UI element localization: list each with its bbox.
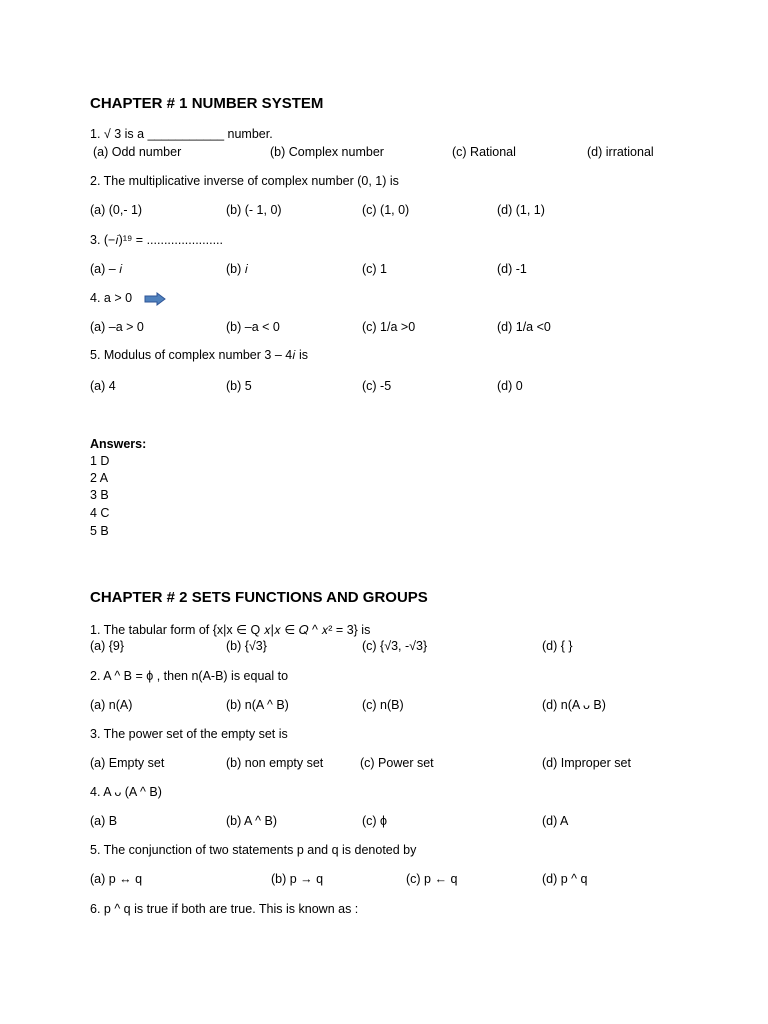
option-a: (a) Odd number — [93, 145, 182, 159]
option-d: (d) Improper set — [542, 756, 631, 770]
answer-item: 1 D — [90, 454, 110, 468]
option-a: (a) –a > 0 — [90, 320, 144, 334]
option-d: (d) 0 — [497, 379, 523, 393]
option-a: (a) (0,- 1) — [90, 203, 143, 217]
option-d: (d) 1/a <0 — [497, 320, 551, 334]
option-c: (c) {√3, -√3} — [362, 639, 428, 653]
question-1-5: 5. Modulus of complex number 3 – 4𝑖 is — [90, 348, 308, 362]
right-arrow-icon — [144, 292, 166, 306]
option-a: (a) n(A) — [90, 698, 133, 712]
answer-item: 4 C — [90, 506, 110, 520]
option-c: (c) n(B) — [362, 698, 404, 712]
option-d: (d) (1, 1) — [497, 203, 545, 217]
option-c: (c) 1/a >0 — [362, 320, 416, 334]
answer-item: 2 A — [90, 471, 109, 485]
question-1-1: 1. √ 3 is a ___________ number. — [90, 127, 273, 141]
option-d: (d) -1 — [497, 262, 527, 276]
option-b: (b) 5 — [226, 379, 252, 393]
option-c: (c) Power set — [360, 756, 434, 770]
option-d: (d) irrational — [587, 145, 654, 159]
option-b: (b) (- 1, 0) — [226, 203, 282, 217]
option-c: (c) Rational — [452, 145, 516, 159]
question-2-1: 1. The tabular form of {x|x ∈ Q 𝑥|𝑥 ∈ 𝑄 ^ 𝑥² = 3} is — [90, 623, 371, 637]
option-b: (b) non empty set — [226, 756, 324, 770]
option-c: (c) 1 — [362, 262, 387, 276]
option-d: (d) { } — [542, 639, 573, 653]
answer-item: 3 B — [90, 488, 109, 502]
chapter-1-title: CHAPTER # 1 NUMBER SYSTEM — [90, 95, 324, 112]
option-b: (b) p → q — [271, 872, 324, 886]
option-a: (a) Empty set — [90, 756, 165, 770]
question-1-2: 2. The multiplicative inverse of complex number (0, 1) is — [90, 174, 399, 188]
option-b: (b) 𝑖 — [226, 262, 249, 276]
option-d: (d) A — [542, 814, 569, 828]
option-a: (a) {9} — [90, 639, 125, 653]
question-2-3: 3. The power set of the empty set is — [90, 727, 288, 741]
option-b: (b) n(A ^ B) — [226, 698, 289, 712]
option-d: (d) p ^ q — [542, 872, 588, 886]
question-2-6: 6. p ^ q is true if both are true. This is known as : — [90, 902, 359, 916]
option-a: (a) B — [90, 814, 118, 828]
option-b: (b) Complex number — [270, 145, 384, 159]
question-1-4: 4. a > 0 — [90, 291, 133, 305]
option-c: (c) ϕ — [362, 814, 388, 828]
option-d: (d) n(A ᴗ B) — [542, 698, 606, 712]
option-c: (c) p ← q — [406, 872, 458, 886]
answers-heading: Answers: — [90, 437, 147, 451]
option-a: (a) p ↔ q — [90, 872, 143, 886]
option-a: (a) 4 — [90, 379, 116, 393]
option-b: (b) –a < 0 — [226, 320, 280, 334]
option-c: (c) (1, 0) — [362, 203, 410, 217]
chapter-2-title: CHAPTER # 2 SETS FUNCTIONS AND GROUPS — [90, 589, 428, 606]
option-a: (a) – 𝑖 — [90, 262, 123, 276]
option-b: (b) A ^ B) — [226, 814, 278, 828]
question-2-5: 5. The conjunction of two statements p and q is denoted by — [90, 843, 417, 857]
option-b: (b) {√3} — [226, 639, 267, 653]
answer-item: 5 B — [90, 524, 109, 538]
option-c: (c) -5 — [362, 379, 392, 393]
question-2-2: 2. A ^ B = ϕ , then n(A-B) is equal to — [90, 669, 289, 683]
question-2-4: 4. A ᴗ (A ^ B) — [90, 785, 162, 799]
question-1-3: 3. (−𝑖)¹⁹ = ...................... — [90, 233, 223, 247]
